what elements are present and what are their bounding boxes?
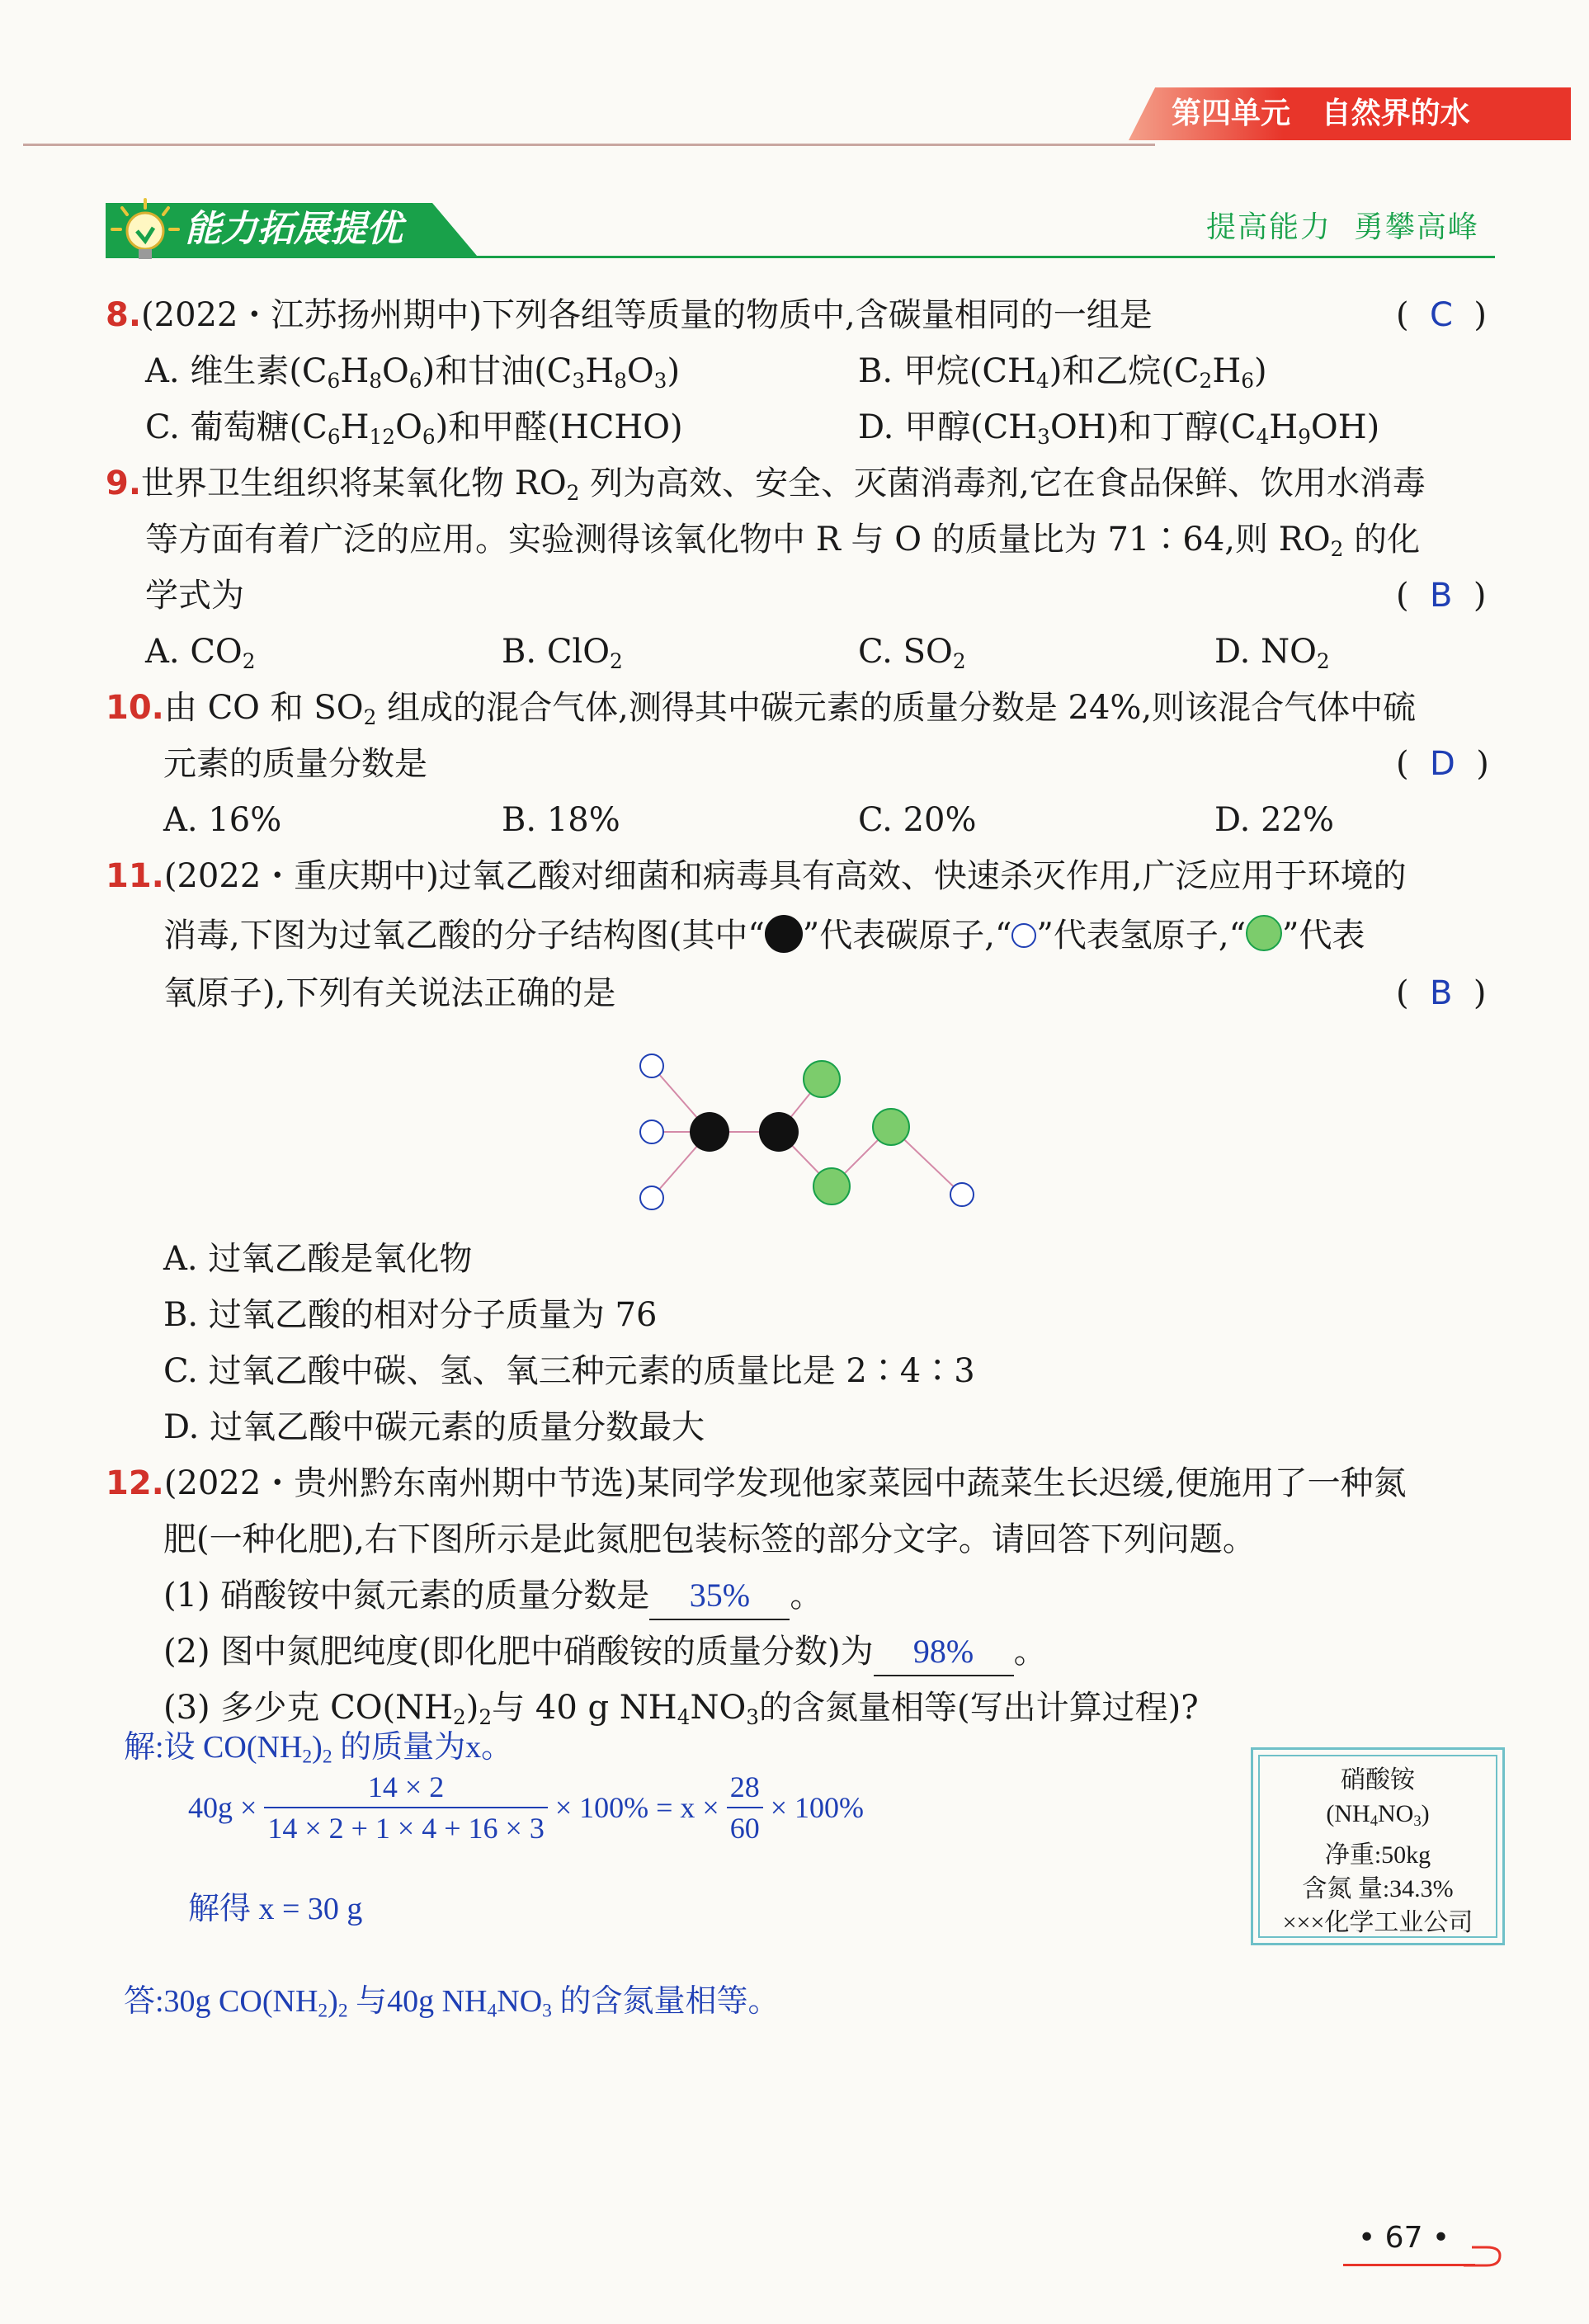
option-d[interactable]: D. 甲醇$(CH_3OH)$和丁醇$(C_4H_9OH)$ [858,408,1380,449]
solution-answer: 答:30g $CO(NH_2)_2$ 与40g $NH_4NO_3$ 的含氮量相等。 [124,1984,780,2022]
solution-result: 解得 x = 30 g [188,1892,363,1926]
label-company: ×××化学工业公司 [1282,1909,1473,1937]
page-curl-icon [1462,2241,1503,2274]
option-b[interactable]: B. ClO$_2$ [502,633,623,673]
oxygen-atom-icon [1246,915,1282,951]
label-nitrogen: 含氮 量:34.3% [1302,1875,1454,1903]
question-number: 9. [106,464,142,502]
option-c[interactable]: C. 20% [858,801,977,839]
option-d[interactable]: D. 过氧乙酸中碳元素的质量分数最大 [163,1408,705,1446]
lightbulb-icon [107,195,183,271]
fraction-2: $\frac{28}{60}$ [727,1767,763,1848]
section-underline [106,256,1495,258]
unit-title: 自然界的水 [1321,97,1470,130]
question-stem: 下列各组等质量的物质中,含碳量相同的一组是 [482,296,1153,334]
question-number: 8. [106,296,142,334]
section-title: 能力拓展提优 [185,208,403,250]
question-number: 11. [106,857,164,895]
oxygen-atom [813,1168,850,1204]
section-slogan: 提高能力 勇攀高峰 [1206,210,1479,244]
answer-value: C [1430,296,1453,334]
option-b[interactable]: B. 甲烷$(CH_4)$和乙烷$(C_2H_6)$ [858,352,1267,393]
oxygen-atom [804,1061,840,1097]
answer-value: B [1430,974,1453,1012]
question-number: 10. [106,689,164,727]
sub-question-1: (1) 硝酸铵中氮元素的质量分数是 35% 。 [163,1572,823,1620]
answer-bracket: ( C ) [1396,296,1488,334]
page-number-underline [1343,2264,1475,2266]
unit-number: 第四单元 [1172,97,1291,130]
oxygen-atom [873,1109,909,1145]
label-weight: 净重:50kg [1324,1841,1431,1869]
sub-question-3: (3) 多少克 $CO(NH_2)_2$与 40 g $NH_4NO_3$的含氮量相等(写出计算过程)? [163,1689,1199,1729]
label-name: 硝酸铵 [1341,1766,1415,1794]
solution-equation: 40g × $\frac{14 \times 2}{14 \times 2 + 1 \times 4 + 16 \times 3}$ × 100% = x × $\frac{28}{60}$ × 100% [188,1762,864,1853]
option-c[interactable]: C. $SO_2$ [858,633,966,673]
question-stem-end: 学式为 [145,577,244,615]
hydrogen-atom-icon [1011,923,1036,948]
hydrogen-atom [950,1183,974,1206]
page-number: • 67 • [1358,2221,1450,2255]
answer-value: D [1430,745,1455,783]
option-c[interactable]: C. 过氧乙酸中碳、氢、氧三种元素的质量比是 2∶4∶3 [163,1352,975,1390]
unit-label [1172,92,1470,135]
option-c[interactable]: C. 葡萄糖$(C_6H_{12}O_6)$和甲醛(HCHO) [145,408,683,449]
answer-bracket: ( B ) [1396,974,1487,1012]
answer-value: B [1430,577,1453,615]
option-a[interactable]: A. 过氧乙酸是氧化物 [163,1240,473,1278]
fertilizer-label [1251,1747,1505,1945]
answer-bracket: ( D ) [1396,745,1489,783]
carbon-atom [759,1112,799,1152]
option-b[interactable]: B. 18% [502,801,620,839]
carbon-atom [690,1112,729,1152]
hydrogen-atom [640,1186,663,1209]
label-formula: $(NH_4NO_3)$ [1326,1800,1430,1831]
question-source: (2022・江苏扬州期中) [141,296,483,334]
question-stem-end: 氧原子),下列有关说法正确的是 [163,974,616,1012]
question-stem-end: 元素的质量分数是 [163,745,427,783]
sub-question-2: (2) 图中氮肥纯度(即化肥中硝酸铵的质量分数)为 98% 。 [163,1629,1047,1676]
option-a[interactable]: A. 维生素$(C_6H_8O_6)$和甘油$(C_3H_8O_3)$ [145,352,681,393]
option-a[interactable]: A. $CO_2$ [145,633,256,673]
option-d[interactable]: D. $NO_2$ [1214,633,1330,673]
option-d[interactable]: D. 22% [1214,801,1334,839]
answer-bracket: ( B ) [1396,577,1487,615]
option-b[interactable]: B. 过氧乙酸的相对分子质量为 76 [163,1296,658,1334]
molecule-diagram [611,1039,998,1221]
hydrogen-atom [640,1120,663,1143]
hydrogen-atom [640,1054,663,1077]
header-rule [23,144,1155,146]
answer-blank-2[interactable]: 98% [874,1629,1014,1676]
carbon-atom-icon [765,915,803,953]
fraction-1: $\frac{14 \times 2}{14 \times 2 + 1 \times 4 + 16 \times 3}$ [264,1767,548,1848]
question-stem-line: 肥(一种化肥),右下图所示是此氮肥包装标签的部分文字。请回答下列问题。 [163,1520,1256,1558]
question-number: 12. [106,1464,164,1502]
option-a[interactable]: A. 16% [163,801,282,839]
answer-blank-1[interactable]: 35% [649,1572,790,1620]
